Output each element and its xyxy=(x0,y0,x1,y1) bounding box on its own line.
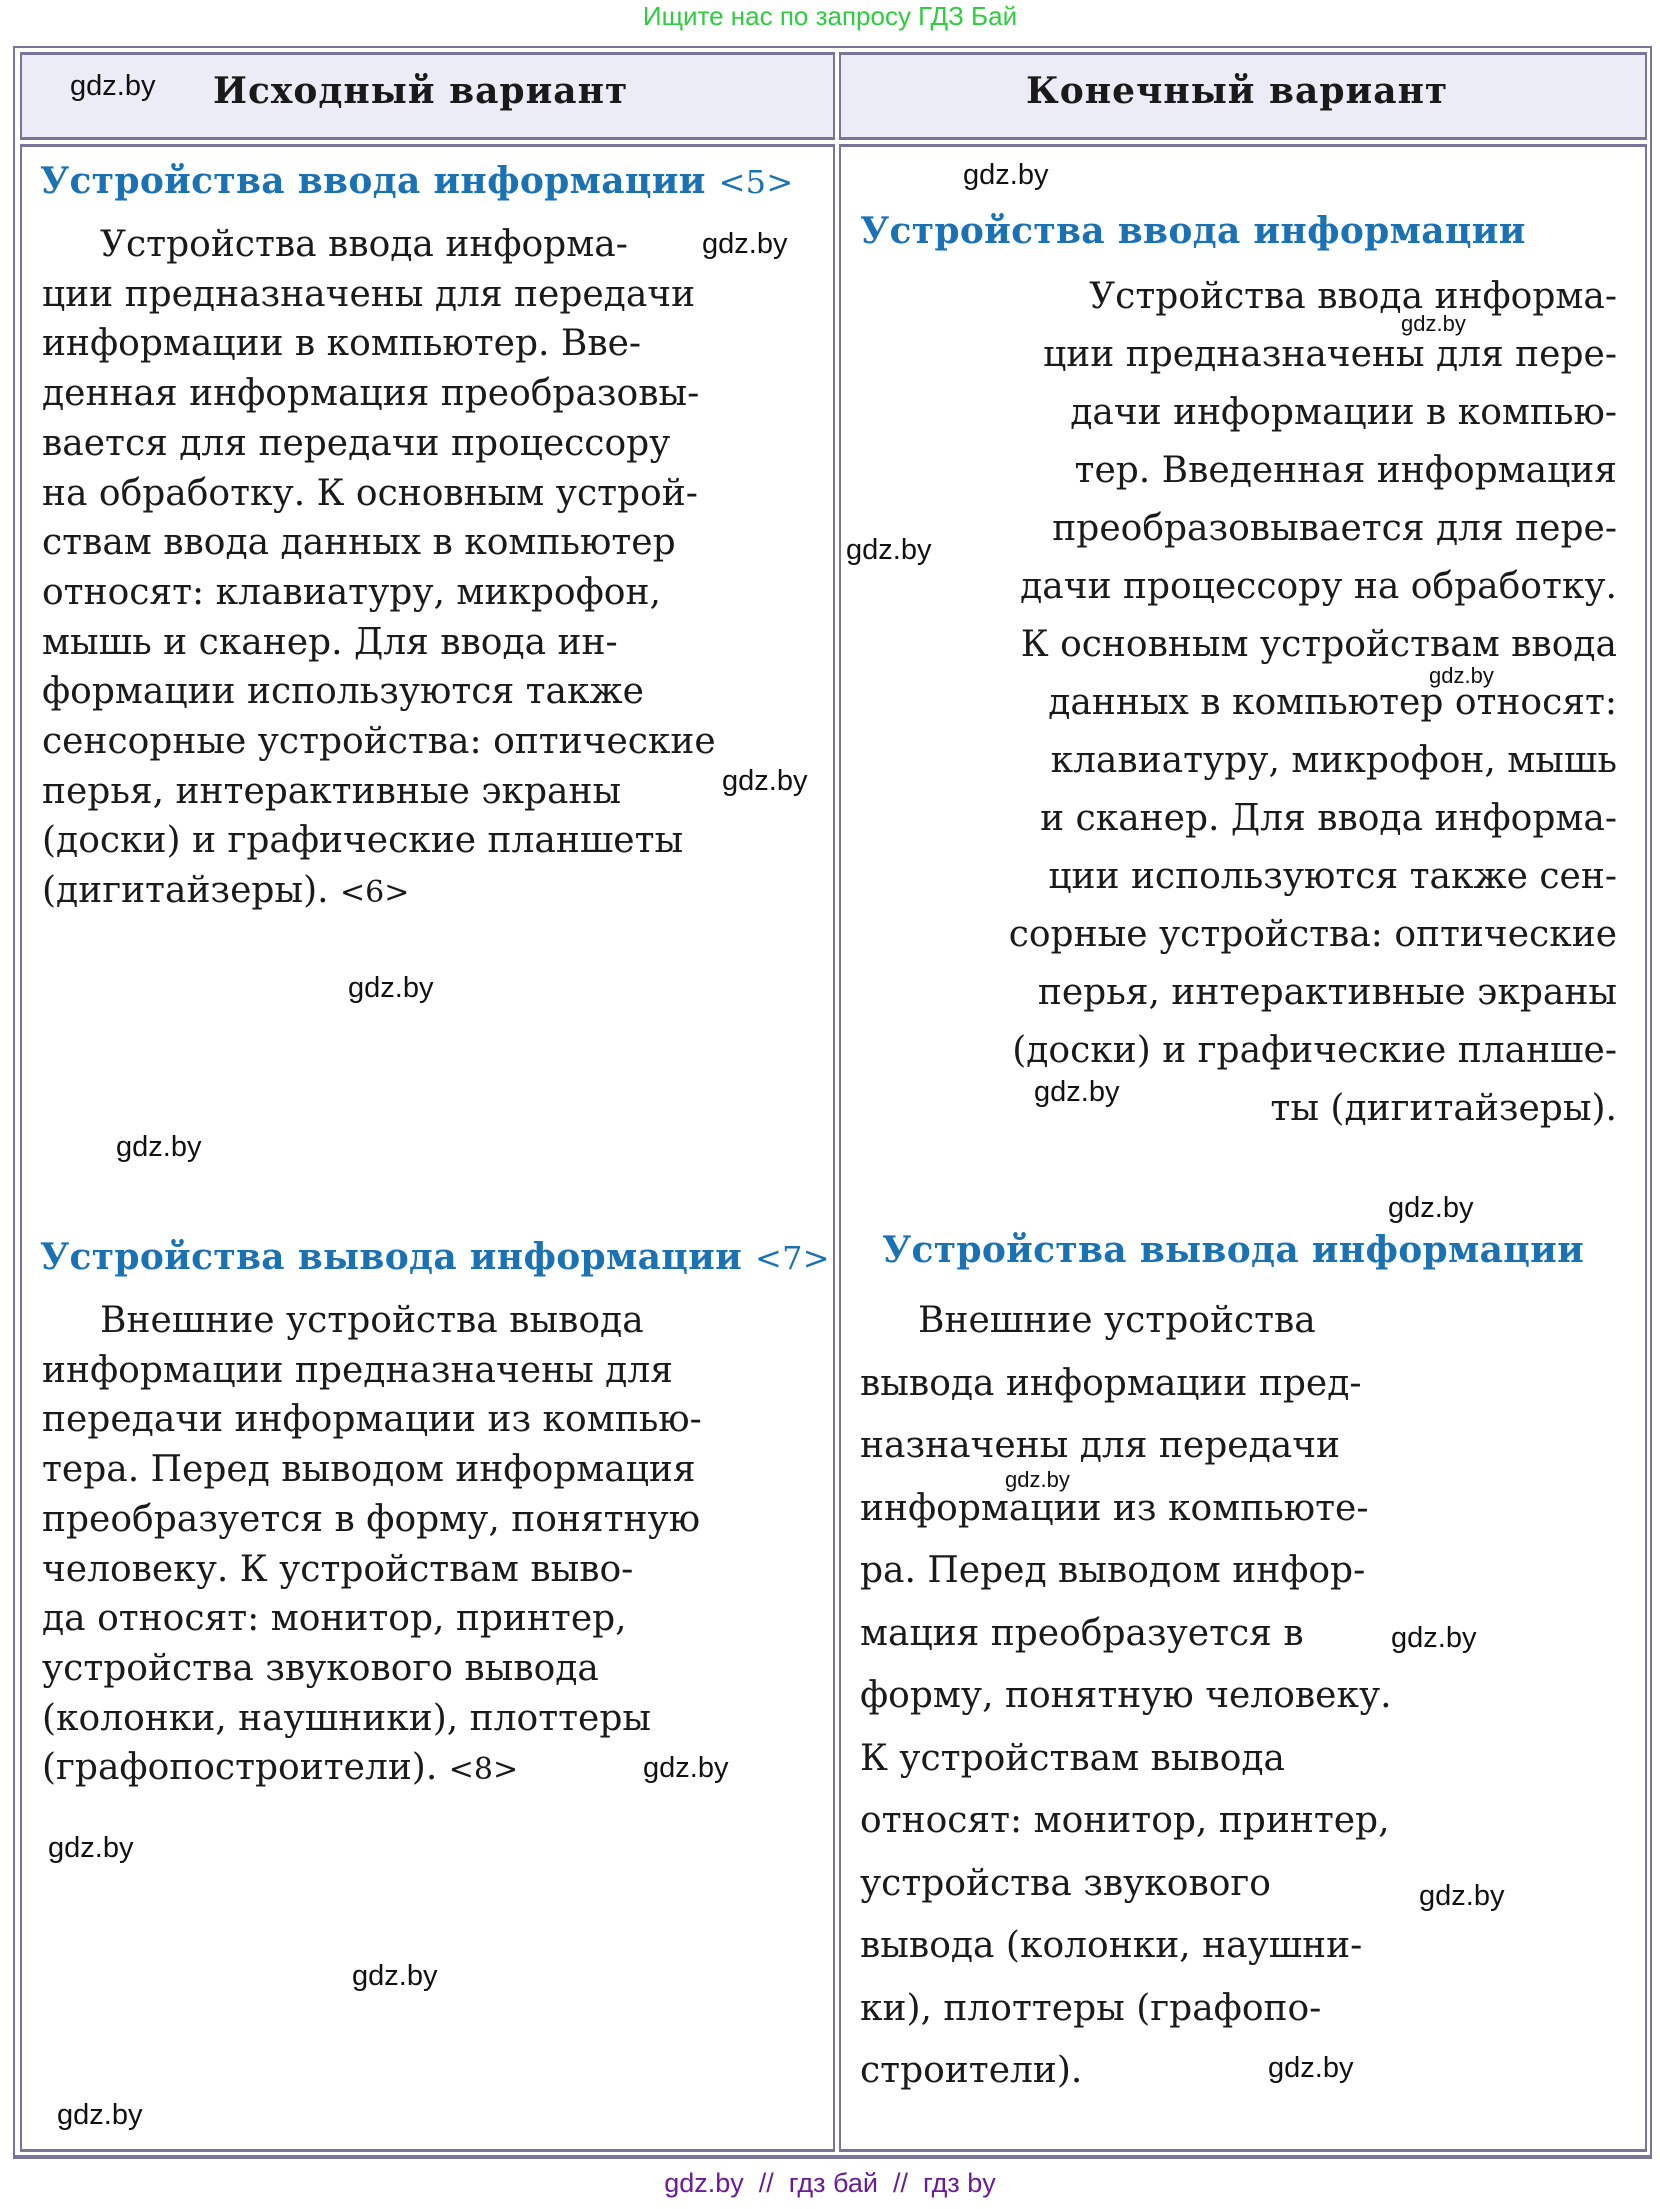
watermark: gdz.by xyxy=(352,1960,438,1992)
text-line: Устройства ввода информа- xyxy=(100,224,628,265)
watermark: gdz.by xyxy=(643,1752,729,1784)
watermark: gdz.by xyxy=(70,70,156,102)
watermark: gdz.by xyxy=(1005,1467,1070,1492)
text-line: человеку. К устройствам выво- xyxy=(42,1548,634,1590)
text-line: форму, понятную человеку. xyxy=(860,1675,1392,1716)
text-line: сорные устройства: оптические xyxy=(1008,914,1617,955)
watermark: gdz.by xyxy=(1401,311,1466,336)
text-line: перья, интерактивные экраны xyxy=(1037,972,1617,1013)
watermark: gdz.by xyxy=(846,534,932,566)
text-line: преобразуется в форму, понятную xyxy=(42,1498,701,1540)
footnote-ref: <6> xyxy=(340,875,410,911)
text-line: (дигитайзеры). xyxy=(42,870,329,912)
final-input-heading xyxy=(860,210,1526,252)
original-output-paragraph xyxy=(42,1296,702,1795)
text-line: Устройства ввода информа- xyxy=(1089,276,1617,317)
text-line: К устройствам вывода xyxy=(860,1737,1286,1779)
heading-text: Устройства ввода информации xyxy=(40,160,706,202)
text-line: дачи процессору на обработку. xyxy=(1020,566,1617,607)
text-line: да относят: монитор, принтер, xyxy=(42,1598,627,1640)
text-line: тера. Перед выводом информация xyxy=(42,1449,696,1491)
watermark: gdz.by xyxy=(963,159,1049,191)
text-line: вывода информации пред- xyxy=(860,1362,1362,1404)
text-line: относят: клавиатуру, микрофон, xyxy=(42,571,661,613)
original-input-heading xyxy=(40,160,793,202)
watermark: gdz.by xyxy=(1034,1076,1120,1108)
text-line: ты (дигитайзеры). xyxy=(1270,1088,1617,1129)
original-input-paragraph xyxy=(42,220,716,918)
text-line: сенсорные устройства: оптические xyxy=(42,721,716,763)
text-line: ки), плоттеры (графопо- xyxy=(860,1987,1322,2029)
text-line: клавиатуру, микрофон, мышь xyxy=(1050,740,1617,781)
final-input-paragraph xyxy=(1009,268,1617,1138)
text-line: преобразовывается для пере- xyxy=(1052,508,1617,549)
text-line: строители). xyxy=(860,2050,1083,2091)
watermark: gdz.by xyxy=(1419,1880,1505,1912)
text-line: данных в компьютер относят: xyxy=(1048,682,1617,723)
text-line: назначены для передачи xyxy=(860,1425,1341,1466)
text-line: вается для передачи процессору xyxy=(42,422,671,464)
text-line: передачи информации из компью- xyxy=(42,1399,702,1441)
watermark: gdz.by xyxy=(1429,663,1494,688)
text-line: информации в компьютер. Вве- xyxy=(42,323,642,365)
heading-text: Устройства ввода информации xyxy=(860,210,1526,252)
text-line: ции предназначены для пере- xyxy=(1043,334,1617,375)
footnote-ref: <7> xyxy=(754,1239,830,1277)
text-line: (колонки, наушники), плоттеры xyxy=(42,1697,652,1739)
text-line: (доски) и графические планше- xyxy=(1012,1030,1617,1071)
watermark: gdz.by xyxy=(348,972,434,1004)
watermark: gdz.by xyxy=(702,228,788,260)
text-line: вывода (колонки, наушни- xyxy=(860,1925,1363,1966)
search-banner[interactable]: Ищите нас по запросу ГДЗ Бай xyxy=(642,1,1018,31)
text-line: денная информация преобразовы- xyxy=(42,373,700,415)
watermark: gdz.by xyxy=(722,765,808,797)
watermark: gdz.by xyxy=(48,1832,134,1864)
header-final-title: Конечный вариант xyxy=(1026,70,1449,112)
watermark: gdz.by xyxy=(1388,1192,1474,1224)
text-line: тер. Введенная информация xyxy=(1074,450,1617,491)
text-line: устройства звукового xyxy=(860,1862,1271,1904)
text-line: на обработку. К основным устрой- xyxy=(42,472,698,514)
watermark: gdz.by xyxy=(1268,2052,1354,2084)
text-line: перья, интерактивные экраны xyxy=(42,770,622,812)
text-line: информации предназначены для xyxy=(42,1349,673,1391)
text-line: информации из компьюте- xyxy=(860,1487,1369,1529)
text-line: ствам ввода данных в компьютер xyxy=(42,522,676,564)
footer-links[interactable]: gdz.by // гдз бай // гдз by xyxy=(664,2168,996,2198)
footnote-ref: <5> xyxy=(718,163,794,201)
watermark: gdz.by xyxy=(57,2099,143,2131)
final-output-heading xyxy=(882,1229,1584,1271)
text-line: ра. Перед выводом инфор- xyxy=(860,1550,1366,1591)
text-line: К основным устройствам ввода xyxy=(1020,624,1617,665)
text-line: относят: монитор, принтер, xyxy=(860,1800,1390,1841)
text-line: ции используются также сен- xyxy=(1048,856,1617,897)
text-line: Внешние устройства вывода xyxy=(100,1300,644,1341)
final-output-paragraph xyxy=(860,1290,1392,2103)
footnote-ref: <8> xyxy=(448,1752,519,1788)
header-original-title: Исходный вариант xyxy=(213,70,629,112)
original-output-heading xyxy=(40,1236,830,1278)
watermark: gdz.by xyxy=(1391,1622,1477,1654)
text-line: (графопостроители). xyxy=(42,1747,438,1789)
text-line: мация преобразуется в xyxy=(860,1612,1304,1654)
text-line: ции предназначены для передачи xyxy=(42,273,696,315)
heading-text: Устройства вывода информации xyxy=(40,1236,743,1278)
text-line: и сканер. Для ввода информа- xyxy=(1040,798,1617,839)
text-line: дачи информации в компью- xyxy=(1070,392,1617,433)
heading-text: Устройства вывода информации xyxy=(882,1229,1585,1271)
text-line: формации используются также xyxy=(42,671,644,713)
text-line: Внешние устройства xyxy=(918,1300,1316,1341)
watermark: gdz.by xyxy=(116,1131,202,1163)
text-line: (доски) и графические планшеты xyxy=(42,820,684,862)
text-line: мышь и сканер. Для ввода ин- xyxy=(42,621,618,663)
text-line: устройства звукового вывода xyxy=(42,1647,599,1689)
